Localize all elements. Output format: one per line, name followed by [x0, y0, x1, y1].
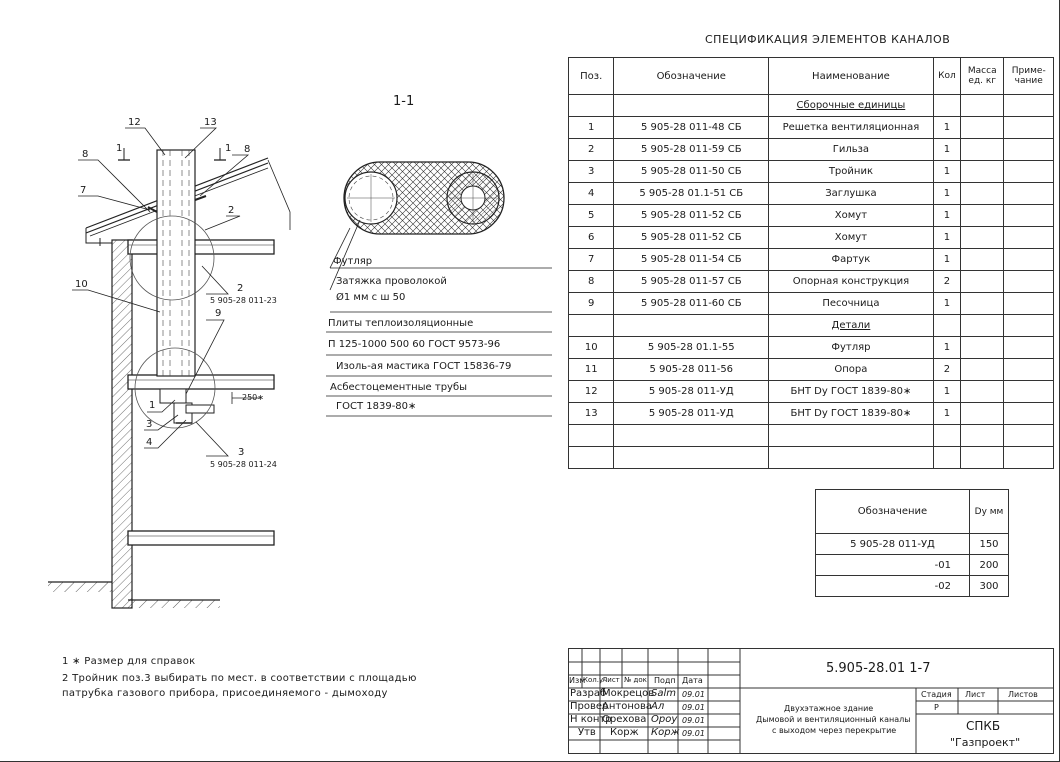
- spec-note: [1004, 293, 1054, 315]
- spec-code: 5 905-28 011-52 СБ: [614, 205, 769, 227]
- spec-row: [569, 227, 1054, 249]
- spec-note: [1004, 249, 1054, 271]
- spec-pos: 6: [569, 227, 614, 249]
- spec-row: [569, 95, 1054, 117]
- spec-row: [569, 359, 1054, 381]
- tb-sheets-label: Листов: [1008, 690, 1038, 699]
- spec-name: [769, 425, 934, 447]
- callout-1-right: 1: [225, 143, 232, 154]
- note-2-cont: патрубка газового прибора, присоединяемого - дымоходу: [62, 688, 388, 699]
- spec-code: [614, 315, 769, 337]
- spec-qty: 1: [933, 293, 960, 315]
- spec-code: 5 905-28 01.1-55: [614, 337, 769, 359]
- spec-qty: 1: [933, 161, 960, 183]
- spec-header-qty: Кол: [933, 58, 960, 95]
- tb-header-doc: № док: [624, 676, 647, 684]
- spec-row: [569, 337, 1054, 359]
- spec-pos: 11: [569, 359, 614, 381]
- spec-pos: [569, 95, 614, 117]
- spec-row: [569, 139, 1054, 161]
- callout-2b: 2: [237, 283, 244, 294]
- floor-slab-2: [128, 375, 274, 389]
- callout-13: 13: [204, 117, 217, 128]
- callout-3: 3: [146, 419, 153, 430]
- spec-name: Хомут: [769, 205, 934, 227]
- spec-qty: 1: [933, 381, 960, 403]
- label-plity: Плиты теплоизоляционные: [328, 318, 474, 329]
- tb-stage: Р: [934, 703, 939, 712]
- spec-qty: [933, 315, 960, 337]
- spec-note: [1004, 337, 1054, 359]
- callout-3b-ref: 5 905-28 011-24: [210, 460, 277, 469]
- spec-note: [1004, 205, 1054, 227]
- dy-header-code: Обозначение: [816, 490, 970, 534]
- note-1: 1 ∗ Размер для справок: [62, 656, 196, 667]
- label-gost: ГОСТ 1839-80∗: [336, 401, 417, 412]
- spec-header-name: Наименование: [769, 58, 934, 95]
- spec-mass: [961, 447, 1004, 469]
- spec-code: 5 905-28 011-УД: [614, 381, 769, 403]
- tb-date: 09.01: [682, 716, 705, 725]
- tb-description-1: Двухэтажное здание: [784, 704, 874, 713]
- callout-4: 4: [146, 437, 153, 448]
- spec-qty: 1: [933, 183, 960, 205]
- callout-2b-ref: 5 905-28 011-23: [210, 296, 277, 305]
- spec-header-row: [569, 58, 1054, 95]
- spec-name: Заглушка: [769, 183, 934, 205]
- callout-3b: 3: [238, 447, 245, 458]
- spec-qty: 1: [933, 337, 960, 359]
- spec-pos: 3: [569, 161, 614, 183]
- spec-qty: 2: [933, 271, 960, 293]
- dy-value: 300: [970, 576, 1009, 597]
- note-2: 2 Тройник поз.3 выбирать по мест. в соответствии с площадью: [62, 673, 417, 684]
- spec-qty: 1: [933, 205, 960, 227]
- spec-row: [569, 117, 1054, 139]
- spec-row: [569, 403, 1054, 425]
- spec-qty: [933, 447, 960, 469]
- callout-8-left: 8: [82, 149, 89, 160]
- tb-header-list: Лист: [602, 676, 620, 684]
- tb-signature: Ѕаlm: [651, 688, 676, 699]
- spec-name: Тройник: [769, 161, 934, 183]
- tb-date: 09.01: [682, 703, 705, 712]
- spec-code: 5 905-28 011-60 СБ: [614, 293, 769, 315]
- spec-mass: [961, 117, 1004, 139]
- dy-table: [815, 489, 1009, 597]
- spec-pos: [569, 425, 614, 447]
- spec-mass: [961, 403, 1004, 425]
- spec-header-pos: Поз.: [569, 58, 614, 95]
- spec-row: [569, 315, 1054, 337]
- spec-row: [569, 425, 1054, 447]
- dy-code: 5 905-28 011-УД: [816, 534, 970, 555]
- spec-code: 5 905-28 011-50 СБ: [614, 161, 769, 183]
- spec-note: [1004, 161, 1054, 183]
- spec-row: [569, 447, 1054, 469]
- section-1-1-detail: [344, 162, 504, 234]
- spec-code: [614, 425, 769, 447]
- spec-note: [1004, 139, 1054, 161]
- tb-date: 09.01: [682, 729, 705, 738]
- spec-code: 5 905-28 011-57 СБ: [614, 271, 769, 293]
- spec-note: [1004, 117, 1054, 139]
- spec-name: Детали: [769, 315, 934, 337]
- callout-8-right: 8: [244, 144, 251, 155]
- spec-pos: [569, 447, 614, 469]
- tb-signature: Ороу: [651, 714, 678, 725]
- spec-name: Опорная конструкция: [769, 271, 934, 293]
- spec-note: [1004, 227, 1054, 249]
- tb-name: Антонова: [602, 701, 652, 712]
- dy-row: [816, 534, 1009, 555]
- spec-note: [1004, 381, 1054, 403]
- spec-mass: [961, 271, 1004, 293]
- dimension-250: 250∗: [242, 393, 264, 402]
- callout-2: 2: [228, 205, 235, 216]
- spec-code: 5 905-28 011-56: [614, 359, 769, 381]
- spec-qty: 2: [933, 359, 960, 381]
- tb-header-kolich: Кол.уч: [583, 676, 608, 684]
- spec-code: 5 905-28 011-УД: [614, 403, 769, 425]
- dy-code: -01: [816, 555, 970, 576]
- spec-code: 5 905-28 011-52 СБ: [614, 227, 769, 249]
- spec-row: [569, 271, 1054, 293]
- label-plity-2: П 125-1000 500 60 ГОСТ 9573-96: [328, 339, 501, 350]
- spec-row: [569, 381, 1054, 403]
- spec-qty: 1: [933, 139, 960, 161]
- tb-org-2: "Газпроект": [950, 736, 1021, 749]
- callout-12: 12: [128, 117, 141, 128]
- spec-mass: [961, 293, 1004, 315]
- tb-date: 09.01: [682, 690, 705, 699]
- spec-name: Хомут: [769, 227, 934, 249]
- section-title: 1-1: [393, 94, 415, 109]
- spec-code: [614, 447, 769, 469]
- spec-name: Решетка вентиляционная: [769, 117, 934, 139]
- callout-1: 1: [149, 400, 156, 411]
- callout-7: 7: [80, 185, 87, 196]
- spec-pos: 13: [569, 403, 614, 425]
- spec-pos: 12: [569, 381, 614, 403]
- label-zatyazhka: Затяжка проволокой: [336, 276, 447, 287]
- spec-row: [569, 183, 1054, 205]
- spec-pos: 7: [569, 249, 614, 271]
- spec-name: БНТ Dy ГОСТ 1839-80∗: [769, 403, 934, 425]
- spec-row: [569, 249, 1054, 271]
- attic-slab: [128, 240, 274, 254]
- spec-title: СПЕЦИФИКАЦИЯ ЭЛЕМЕНТОВ КАНАЛОВ: [705, 33, 951, 46]
- spec-note: [1004, 359, 1054, 381]
- callout-10: 10: [75, 279, 88, 290]
- spec-header-code: Обозначение: [614, 58, 769, 95]
- spec-qty: [933, 425, 960, 447]
- spec-mass: [961, 359, 1004, 381]
- spec-note: [1004, 447, 1054, 469]
- tb-stage-label: Стадия: [921, 690, 952, 699]
- floor-slab-1: [128, 531, 274, 545]
- spec-code: 5 905-28 01.1-51 СБ: [614, 183, 769, 205]
- ground: [48, 582, 220, 608]
- spec-code: [614, 95, 769, 117]
- spec-mass: [961, 95, 1004, 117]
- tb-name: Корж: [610, 727, 639, 738]
- tb-role: Провер: [570, 701, 609, 712]
- spec-name: Сборочные единицы: [769, 95, 934, 117]
- spec-note: [1004, 95, 1054, 117]
- tb-header-date: Дата: [682, 676, 703, 685]
- tb-role: Н контр: [570, 714, 612, 725]
- spec-pos: 10: [569, 337, 614, 359]
- spec-mass: [961, 227, 1004, 249]
- dy-header-dy: Dy мм: [970, 490, 1009, 534]
- dy-value: 200: [970, 555, 1009, 576]
- spec-name: Песочница: [769, 293, 934, 315]
- spec-pos: 4: [569, 183, 614, 205]
- spec-note: [1004, 183, 1054, 205]
- spec-mass: [961, 183, 1004, 205]
- tb-name: Мокрецов: [602, 688, 655, 699]
- callout-1-left: 1: [116, 143, 123, 154]
- spec-row: [569, 161, 1054, 183]
- spec-qty: [933, 95, 960, 117]
- spec-name: Футляр: [769, 337, 934, 359]
- spec-mass: [961, 249, 1004, 271]
- tb-signature: Корж: [651, 727, 680, 738]
- spec-pos: 9: [569, 293, 614, 315]
- tb-signature: Ал: [651, 701, 665, 712]
- label-zatyazhka-2: Ø1 мм с ш 50: [336, 292, 406, 303]
- dy-row: [816, 576, 1009, 597]
- spec-name: Гильза: [769, 139, 934, 161]
- tb-doc-code: 5.905-28.01 1-7: [826, 661, 931, 676]
- label-asbest: Асбестоцементные трубы: [330, 382, 468, 393]
- tb-role: Разраб: [570, 688, 607, 699]
- spec-note: [1004, 315, 1054, 337]
- tb-org: СПКБ: [966, 719, 1001, 733]
- spec-note: [1004, 403, 1054, 425]
- spec-name: Фартук: [769, 249, 934, 271]
- tb-header-sign: Подп: [654, 676, 676, 685]
- dy-header-row: [816, 490, 1009, 534]
- spec-mass: [961, 337, 1004, 359]
- spec-note: [1004, 271, 1054, 293]
- spec-mass: [961, 381, 1004, 403]
- spec-row: [569, 293, 1054, 315]
- spec-qty: 1: [933, 227, 960, 249]
- spec-name: БНТ Dy ГОСТ 1839-80∗: [769, 381, 934, 403]
- spec-mass: [961, 161, 1004, 183]
- specification-table: [568, 57, 1054, 469]
- spec-pos: 2: [569, 139, 614, 161]
- tb-description-2: Дымовой и вентиляционный каналы: [756, 715, 911, 724]
- spec-pos: 8: [569, 271, 614, 293]
- spec-qty: 1: [933, 117, 960, 139]
- spec-qty: 1: [933, 249, 960, 271]
- spec-code: 5 905-28 011-54 СБ: [614, 249, 769, 271]
- tb-header-izm: Изм: [569, 676, 586, 685]
- tb-name: Орехова: [602, 714, 647, 725]
- label-mastika: Изоль-ая мастика ГОСТ 15836-79: [336, 361, 512, 372]
- spec-qty: 1: [933, 403, 960, 425]
- spec-mass: [961, 315, 1004, 337]
- spec-header-mass: Масса ед. кг: [961, 58, 1004, 95]
- tb-description-3: с выходом через перекрытие: [772, 726, 897, 735]
- spec-pos: 5: [569, 205, 614, 227]
- spec-name: Опора: [769, 359, 934, 381]
- spec-pos: [569, 315, 614, 337]
- spec-mass: [961, 205, 1004, 227]
- tb-role: Утв: [578, 727, 596, 738]
- spec-name: [769, 447, 934, 469]
- spec-code: 5 905-28 011-59 СБ: [614, 139, 769, 161]
- label-futlyar: Футляр: [333, 256, 373, 267]
- spec-mass: [961, 139, 1004, 161]
- spec-code: 5 905-28 011-48 СБ: [614, 117, 769, 139]
- spec-header-note: Приме- чание: [1004, 58, 1054, 95]
- spec-mass: [961, 425, 1004, 447]
- tb-sheet-label: Лист: [965, 690, 986, 699]
- dy-value: 150: [970, 534, 1009, 555]
- spec-pos: 1: [569, 117, 614, 139]
- callout-9: 9: [215, 308, 222, 319]
- spec-row: [569, 205, 1054, 227]
- building-wall: [112, 240, 132, 608]
- dy-row: [816, 555, 1009, 576]
- dy-code: -02: [816, 576, 970, 597]
- spec-note: [1004, 425, 1054, 447]
